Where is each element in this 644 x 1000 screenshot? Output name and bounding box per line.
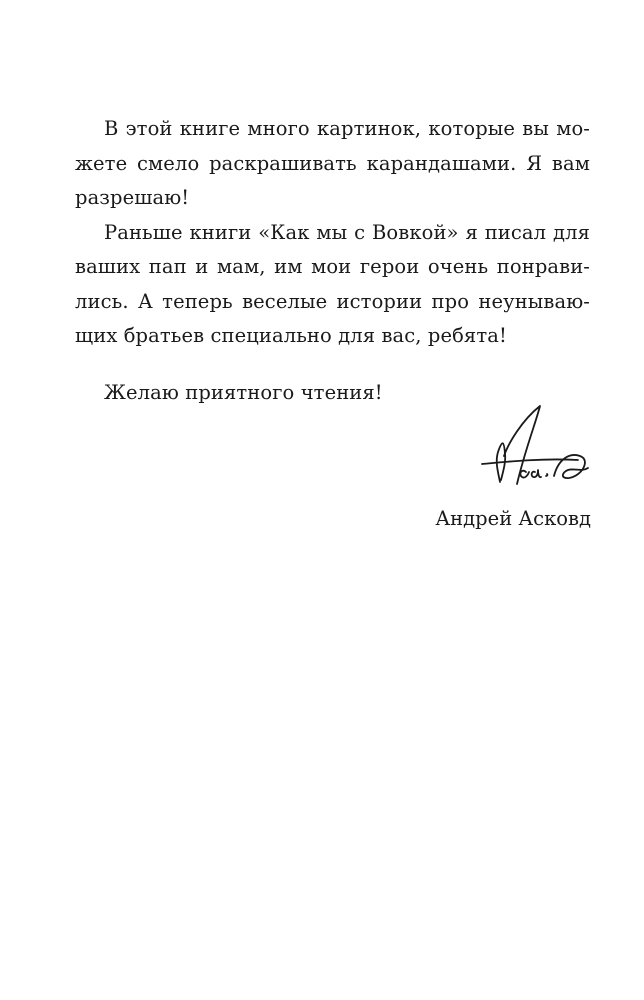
text-line: щих братьев специально для вас, ребята! bbox=[75, 324, 507, 347]
closing-line: Желаю приятного чтения! bbox=[104, 380, 383, 404]
text-line: жете смело раскрашивать карандашами. Я вам bbox=[75, 151, 590, 175]
text-line: ваших пап и мам, им мои герои очень понрави- bbox=[75, 255, 590, 278]
paragraph-gap bbox=[75, 354, 590, 376]
author-name: Андрей Асковд bbox=[435, 507, 591, 530]
paragraph-coloring bbox=[75, 112, 590, 216]
text-line: В этой книге много картинок, которые вы мо- bbox=[104, 117, 590, 140]
letter-body bbox=[75, 112, 590, 410]
text-line: лись. А теперь веселые истории про неунываю- bbox=[75, 289, 590, 313]
paragraph-stories bbox=[75, 216, 590, 354]
author-signature bbox=[478, 400, 593, 490]
text-line: разрешаю! bbox=[75, 186, 190, 209]
text-line: Раньше книги «Как мы с Вовкой» я писал для bbox=[104, 220, 590, 244]
